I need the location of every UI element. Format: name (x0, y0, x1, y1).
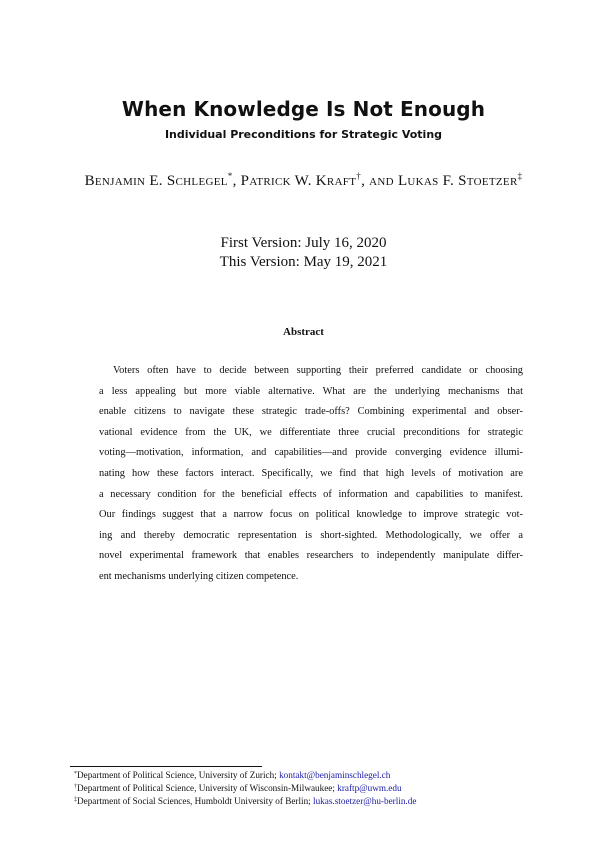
footnotes (74, 769, 544, 808)
footnote-mark: * (74, 771, 77, 777)
abstract-line: a necessary condition for the beneficial effects of information and capabilities to manifest. (99, 488, 523, 500)
footnote-item (74, 769, 544, 782)
abstract-line: Our findings suggest that a narrow focus on political knowledge to improve strategic vot- (99, 509, 523, 521)
version-info (0, 234, 607, 272)
first-version-date: First Version: July 16, 2020 (220, 235, 387, 251)
footnote-mark: ‡ (74, 797, 77, 803)
author-name: Benjamin E. Schlegel (84, 173, 228, 189)
footnote-affiliation: Department of Political Science, University of Zurich; (77, 770, 280, 780)
author-name: Patrick W. Kraft (240, 173, 357, 189)
footnote-mark: † (74, 784, 77, 790)
abstract-heading: Abstract (283, 326, 324, 338)
abstract-line: enable citizens to navigate these strategic trade-offs? Combining experimental and obser- (99, 406, 523, 418)
abstract-line: a less appealing but more viable alternative. What are the underlying mechanisms that (99, 385, 523, 397)
footnote-divider (70, 766, 262, 767)
abstract-line: Voters often have to decide between supporting their preferred candidate or choosing (113, 365, 523, 376)
author-list (80, 171, 527, 192)
paper-title: When Knowledge Is Not Enough (121, 97, 486, 121)
author-footnote-mark[interactable]: ‡ (517, 171, 523, 181)
footnote-affiliation: Department of Social Sciences, Humboldt University of Berlin; (77, 796, 314, 806)
footnote-item (74, 795, 544, 808)
abstract-line: vational evidence from the UK, we differentiate three crucial preconditions for strategic (99, 426, 523, 438)
footnote-email-link[interactable]: kontakt@benjaminschlegel.ch (279, 770, 391, 780)
footnote-email-link[interactable]: lukas.stoetzer@hu-berlin.de (313, 796, 417, 806)
footnote-email-link[interactable]: kraftp@uwm.edu (337, 783, 402, 793)
abstract-body (99, 361, 523, 588)
author-footnote-mark[interactable]: † (356, 171, 362, 181)
abstract-line: nating how these factors interact. Specifically, we find that high levels of motivation are (99, 467, 523, 479)
this-version-date: This Version: May 19, 2021 (219, 254, 388, 270)
abstract-line: novel experimental framework that enables researchers to independently manipulate differ- (99, 550, 523, 562)
abstract-line: ing and thereby democratic representation is short-sighted. Methodologically, we offer a (99, 529, 523, 541)
footnote-affiliation: Department of Political Science, University of Wisconsin-Milwaukee; (77, 783, 338, 793)
author-name: Lukas F. Stoetzer (397, 173, 518, 189)
author-separator: , and (361, 173, 398, 189)
paper-subtitle: Individual Preconditions for Strategic Voting (164, 128, 443, 141)
abstract-line: ent mechanisms underlying citizen competence. (99, 570, 299, 582)
author-footnote-mark[interactable]: * (227, 171, 233, 181)
author-separator: , (232, 173, 241, 189)
footnote-item (74, 782, 544, 795)
abstract-line: voting—motivation, information, and capabilities—and provide converging evidence illumi- (99, 447, 523, 459)
